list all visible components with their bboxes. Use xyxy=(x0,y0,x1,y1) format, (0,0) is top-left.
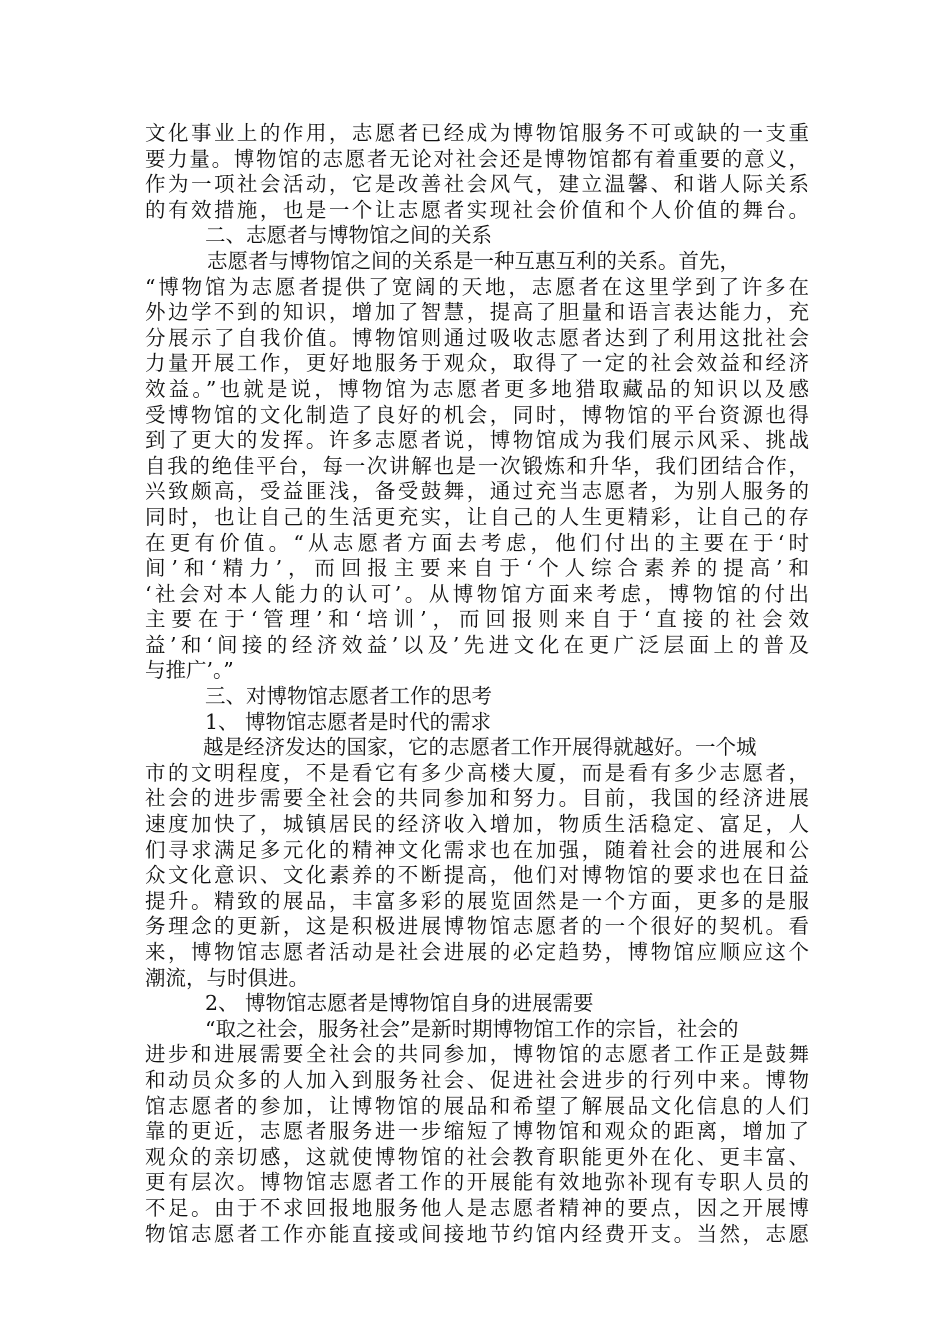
text-line: 在更有价值。“从志愿者方面去考虑，他们付出的主要在于‘时 xyxy=(145,530,809,555)
text-line: 益’和‘间接的经济效益’以及’先进文化在更广泛层面上的普及 xyxy=(145,632,809,657)
text-line: “取之社会，服务社会”是新时期博物馆工作的宗旨，社会的 xyxy=(205,1016,739,1041)
text-line: 务理念的更新，这是积极进展博物馆志愿者的一个很好的契机。看 xyxy=(145,914,809,939)
text-line: 社会的进步需要全社会的共同参加和努力。目前，我国的经济进展 xyxy=(145,786,809,811)
text-line: 分展示了自我价值。博物馆则通过吸收志愿者达到了利用这批社会 xyxy=(145,325,809,350)
text-line: 和动员众多的人加入到服务社会、促进社会进步的行列中来。博物 xyxy=(145,1067,809,1092)
text-line: 到了更大的发挥。许多志愿者说，博物馆成为我们展示风采、挑战 xyxy=(145,428,809,453)
section-heading: 三、对博物馆志愿者工作的思考 xyxy=(205,684,492,709)
text-line: 靠的更近，志愿者服务进一步缩短了博物馆和观众的距离，增加了 xyxy=(145,1119,809,1144)
subsection-heading: 1、 博物馆志愿者是时代的需求 xyxy=(205,709,492,734)
text-line: 作为一项社会活动，它是改善社会风气，建立温馨、和谐人际关系 xyxy=(145,172,809,197)
text-line: 潮流，与时俱进。 xyxy=(145,965,309,990)
text-line: 越是经济发达的国家，它的志愿者工作开展得就越好。一个城 xyxy=(203,735,757,760)
text-line: 观众的亲切感，这就使博物馆的社会教育职能更外在化、更丰富、 xyxy=(145,1144,809,1169)
text-line: 力量开展工作，更好地服务于观众，取得了一定的社会效益和经济 xyxy=(145,351,809,376)
text-line: 众文化意识、文化素养的不断提高，他们对博物馆的要求也在日益 xyxy=(145,863,809,888)
text-line: 文化事业上的作用，志愿者已经成为博物馆服务不可或缺的一支重 xyxy=(145,121,809,145)
text-line: 提升。精致的展品，丰富多彩的展览固然是一个方面，更多的是服 xyxy=(145,888,809,913)
subsection-heading: 2、 博物馆志愿者是博物馆自身的进展需要 xyxy=(205,991,594,1016)
text-line: 主要在于‘管理’和‘培训’，而回报则来自于‘直接的社会效 xyxy=(145,607,809,632)
text-line: 来，博物馆志愿者活动是社会进展的必定趋势，博物馆应顺应这个 xyxy=(145,940,809,964)
text-line: 进步和进展需要全社会的共同参加，博物馆的志愿者工作正是鼓舞 xyxy=(145,1042,809,1067)
text-line: 速度加快了，城镇居民的经济收入增加，物质生活稳定、富足，人 xyxy=(145,812,809,837)
text-line: “博物馆为志愿者提供了宽阔的天地，志愿者在这里学到了许多在 xyxy=(145,274,809,299)
text-line: 效益。”也就是说，博物馆为志愿者更多地猎取藏品的知识以及感 xyxy=(145,376,809,401)
text-line: 同时，也让自己的生活更充实，让自己的人生更精彩，让自己的存 xyxy=(145,504,809,529)
text-line: 们寻求满足多元化的精神文化需求也在加强，随着社会的进展和公 xyxy=(145,837,809,862)
text-line: 市的文明程度，不是看它有多少高楼大厦，而是看有多少志愿者， xyxy=(145,760,809,785)
text-line: ‘社会对本人能力的认可’。从博物馆方面来考虑，博物馆的付出 xyxy=(145,581,809,606)
text-line: 不足。由于不求回报地服务他人是志愿者精神的要点，因之开展博 xyxy=(145,1195,809,1220)
document-page xyxy=(145,121,809,1247)
text-line: 志愿者与博物馆之间的关系是一种互惠互利的关系。首先， xyxy=(207,248,740,273)
text-line: 馆志愿者的参加，让博物馆的展品和希望了解展品文化信息的人们 xyxy=(145,1093,809,1118)
text-line: 的有效措施，也是一个让志愿者实现社会价值和个人价值的舞台。 xyxy=(145,197,809,222)
text-line: 物馆志愿者工作亦能直接或间接地节约馆内经费开支。当然，志愿 xyxy=(145,1221,809,1246)
text-line: 外边学不到的知识，增加了智慧，提高了胆量和语言表达能力，充 xyxy=(145,300,809,325)
text-line: 与推广’。” xyxy=(145,658,234,683)
text-line: 自我的绝佳平台，每一次讲解也是一次锻炼和升华，我们团结合作， xyxy=(145,453,809,478)
text-line: 更有层次。博物馆志愿者工作的开展能有效地弥补现有专职人员的 xyxy=(145,1170,809,1195)
text-line: 间’和‘精力’，而回报主要来自于‘个人综合素养的提高’和 xyxy=(145,556,809,581)
text-line: 要力量。博物馆的志愿者无论对社会还是博物馆都有着重要的意义， xyxy=(145,146,809,171)
section-heading: 二、志愿者与博物馆之间的关系 xyxy=(205,223,492,248)
text-line: 受博物馆的文化制造了良好的机会，同时，博物馆的平台资源也得 xyxy=(145,402,809,427)
text-line: 兴致颇高，受益匪浅，备受鼓舞，通过充当志愿者，为别人服务的 xyxy=(145,479,809,504)
